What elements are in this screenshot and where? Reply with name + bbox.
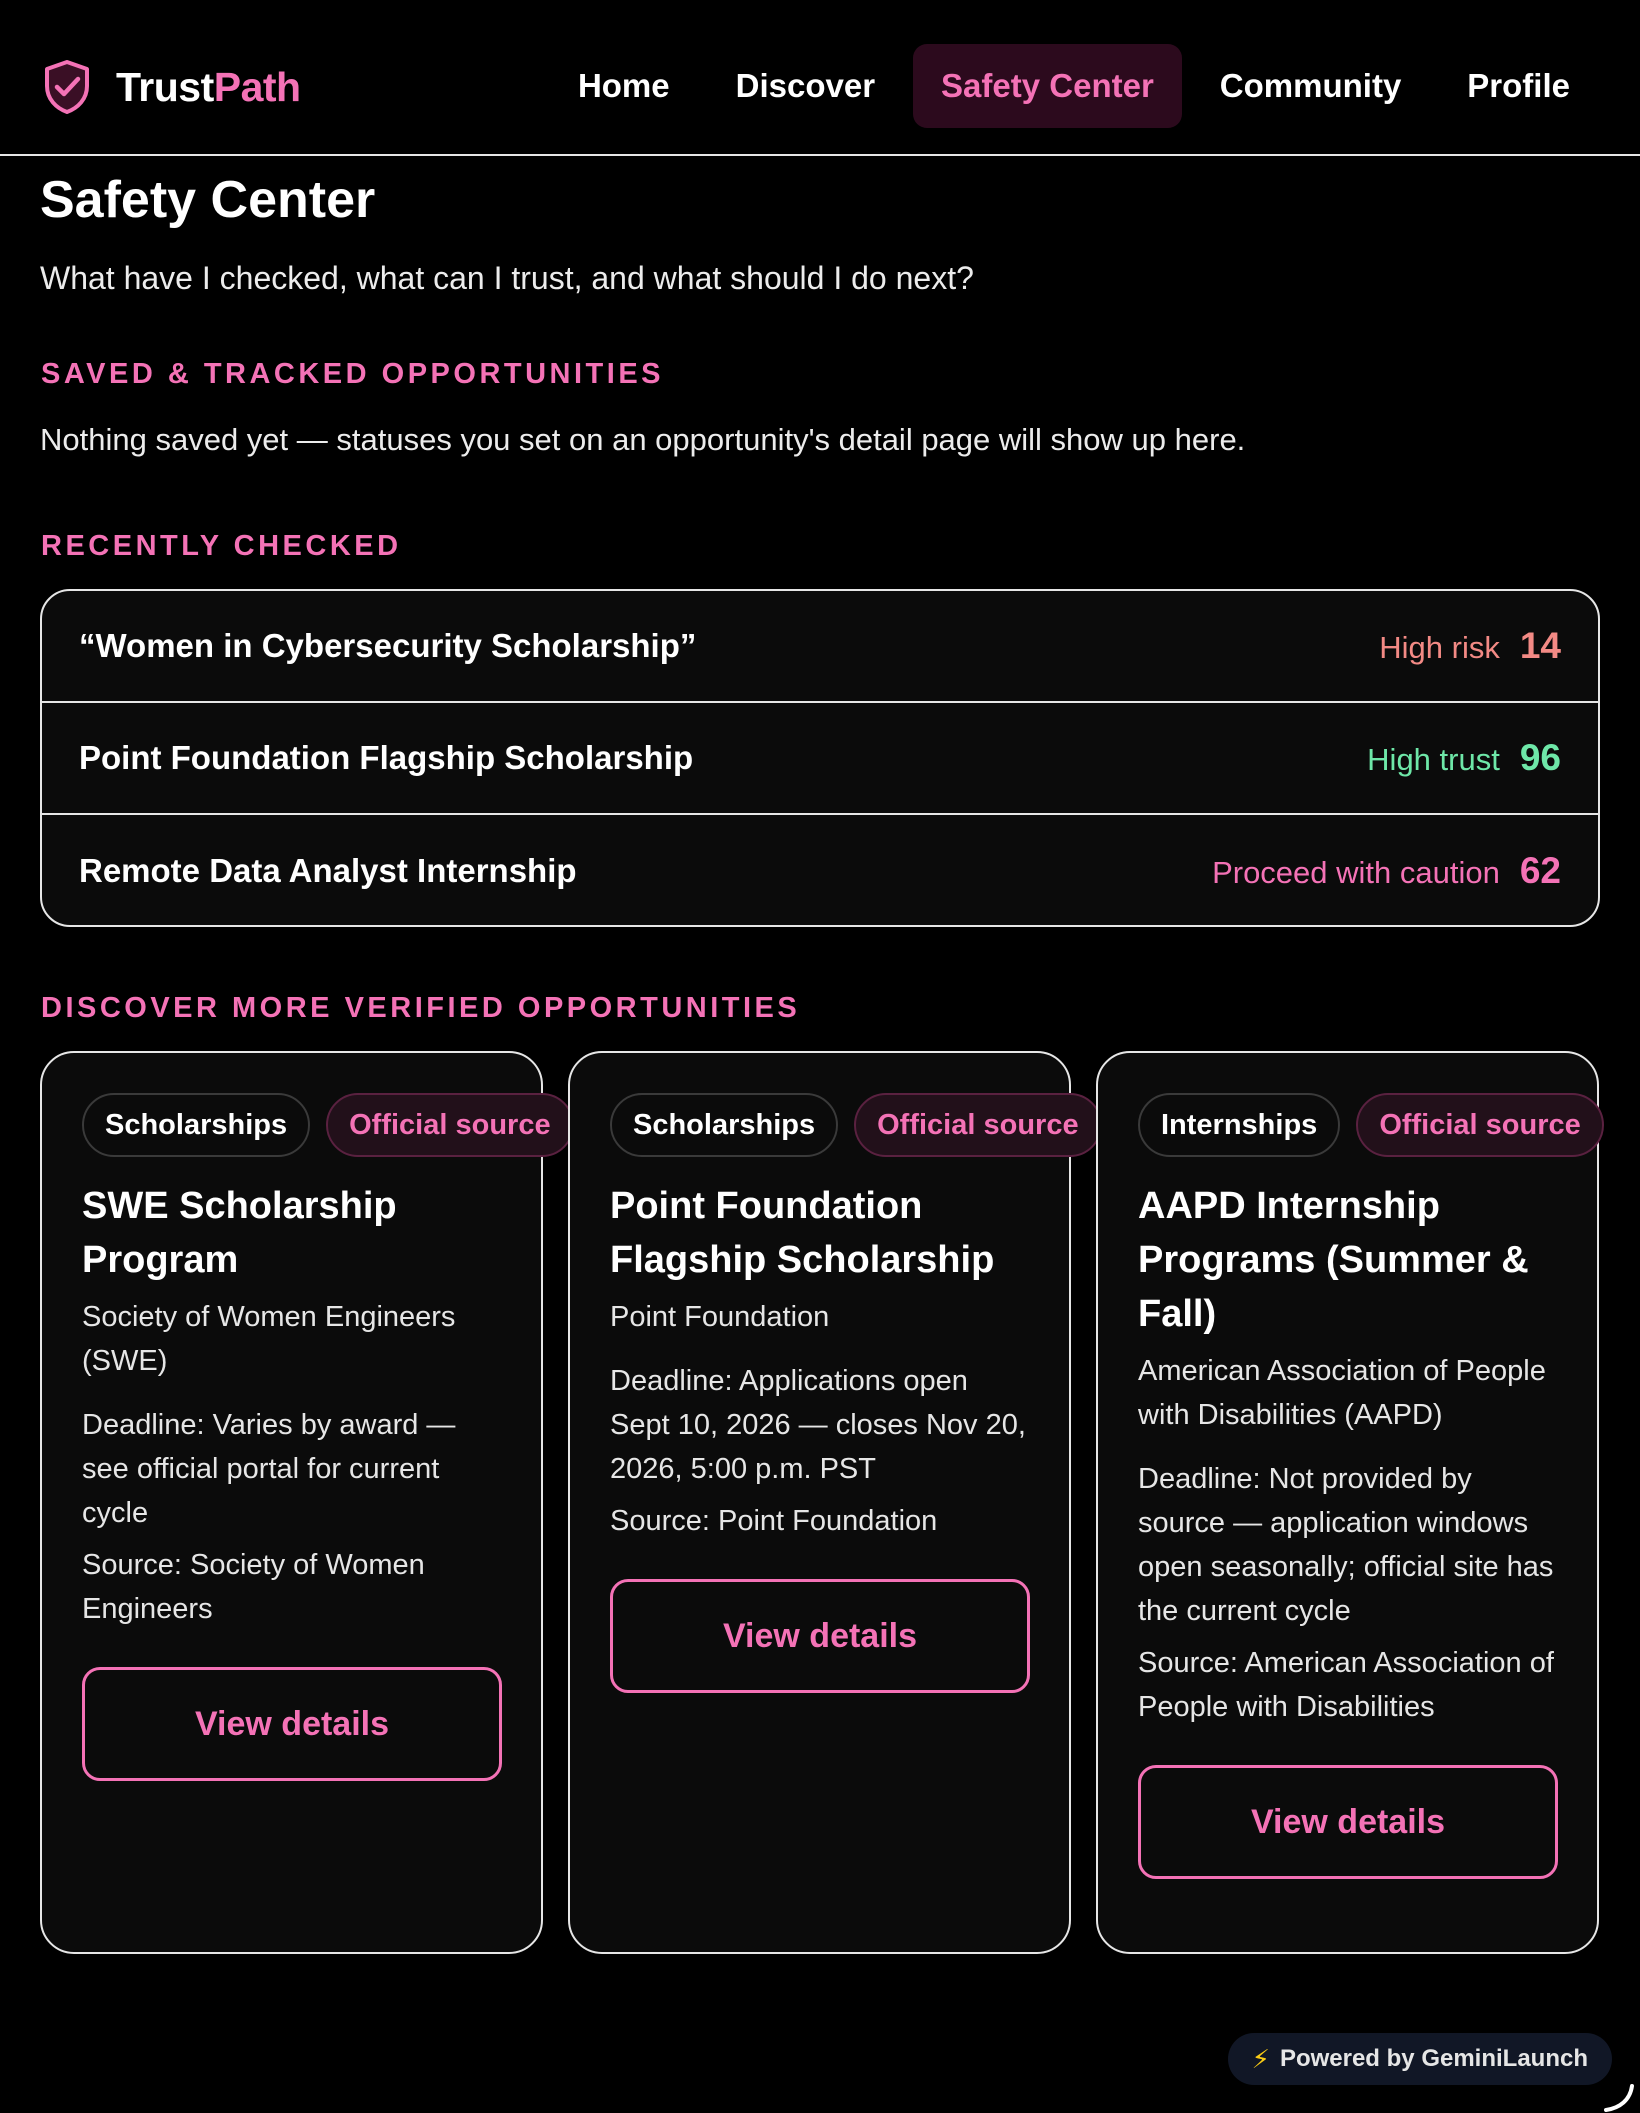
card-organization: Society of Women Engineers (SWE) <box>82 1301 456 1377</box>
card-title: Point Foundation Flagship Scholarship <box>610 1185 995 1281</box>
opportunity-card <box>568 1051 1079 1954</box>
checked-row-title: “Women in Cybersecurity Scholarship” <box>79 627 697 664</box>
powered-by-badge[interactable] <box>1228 2033 1612 2085</box>
view-details-button[interactable]: View details <box>610 1579 1030 1693</box>
card-organization: American Association of People with Disabilities (AAPD) <box>1138 1355 1546 1431</box>
page-title: Safety Center <box>40 171 376 229</box>
category-tag: Scholarships <box>610 1093 838 1157</box>
category-tag: Scholarships <box>82 1093 310 1157</box>
brand-name <box>116 64 301 111</box>
checked-row[interactable] <box>42 703 1598 815</box>
trust-level-label: High trust <box>1367 742 1500 777</box>
opportunity-card <box>1096 1051 1599 1954</box>
resize-handle-icon[interactable] <box>1600 2078 1636 2113</box>
card-source: Source: Point Foundation <box>610 1505 938 1537</box>
nav-safety-center[interactable]: Safety Center <box>913 44 1182 128</box>
nav-community[interactable]: Community <box>1219 67 1402 104</box>
powered-by-text: Powered by GeminiLaunch <box>1279 2045 1588 2072</box>
view-details-button[interactable]: View details <box>1138 1765 1558 1879</box>
checked-row-title: Remote Data Analyst Internship <box>79 852 577 889</box>
main-nav <box>550 44 1598 128</box>
card-source: Source: American Association of People with Disabilities <box>1138 1647 1554 1723</box>
card-deadline: Deadline: Not provided by source — application windows open seasonally; official site has the current cycle <box>1138 1463 1554 1627</box>
brand-name-part2: Path <box>213 63 301 110</box>
nav-home[interactable]: Home <box>577 67 670 104</box>
recent-section-heading: RECENTLY CHECKED <box>41 530 402 562</box>
trust-level-label: Proceed with caution <box>1212 855 1500 890</box>
card-deadline: Deadline: Applications open Sept 10, 2026 — closes Nov 20, 2026, 5:00 p.m. PST <box>610 1365 1026 1485</box>
card-tags <box>1138 1093 1581 1157</box>
shield-check-icon <box>42 58 92 116</box>
card-source: Source: Society of Women Engineers <box>82 1549 425 1625</box>
card-title: SWE Scholarship Program <box>82 1185 397 1281</box>
opportunity-card <box>40 1051 551 1954</box>
checked-row-rating <box>1212 850 1561 892</box>
card-deadline: Deadline: Varies by award — see official portal for current cycle <box>82 1409 456 1529</box>
card-title: AAPD Internship Programs (Summer & Fall) <box>1138 1185 1529 1335</box>
checked-row-title: Point Foundation Flagship Scholarship <box>79 739 694 776</box>
official-source-badge: Official source <box>1356 1093 1603 1157</box>
nav-profile[interactable]: Profile <box>1467 67 1570 104</box>
checked-row-rating <box>1367 737 1561 779</box>
official-source-badge: Official source <box>326 1093 573 1157</box>
recently-checked-list <box>40 589 1600 927</box>
checked-row-rating <box>1379 625 1561 667</box>
discover-section-heading: DISCOVER MORE VERIFIED OPPORTUNITIES <box>41 992 801 1024</box>
trust-score: 14 <box>1519 625 1561 666</box>
trust-level-label: High risk <box>1379 630 1500 665</box>
trust-score: 62 <box>1519 850 1561 891</box>
card-organization: Point Foundation <box>610 1301 830 1333</box>
checked-row[interactable] <box>42 591 1598 703</box>
lightning-bolt-icon: ⚡ <box>1251 2043 1270 2074</box>
saved-empty-message: Nothing saved yet — statuses you set on an opportunity's detail page will show up here. <box>40 422 1246 457</box>
nav-discover[interactable]: Discover <box>735 67 876 104</box>
view-details-button[interactable]: View details <box>82 1667 502 1781</box>
trust-score: 96 <box>1519 737 1561 778</box>
brand-name-part1: Trust <box>116 63 214 110</box>
official-source-badge: Official source <box>854 1093 1101 1157</box>
card-tags <box>82 1093 551 1157</box>
checked-row[interactable] <box>42 815 1598 927</box>
brand-logo[interactable] <box>42 58 301 116</box>
category-tag: Internships <box>1138 1093 1340 1157</box>
saved-section-heading: SAVED & TRACKED OPPORTUNITIES <box>41 358 665 390</box>
card-tags <box>610 1093 1079 1157</box>
top-navigation-bar <box>0 0 1640 156</box>
page-subtitle: What have I checked, what can I trust, and what should I do next? <box>40 260 974 296</box>
